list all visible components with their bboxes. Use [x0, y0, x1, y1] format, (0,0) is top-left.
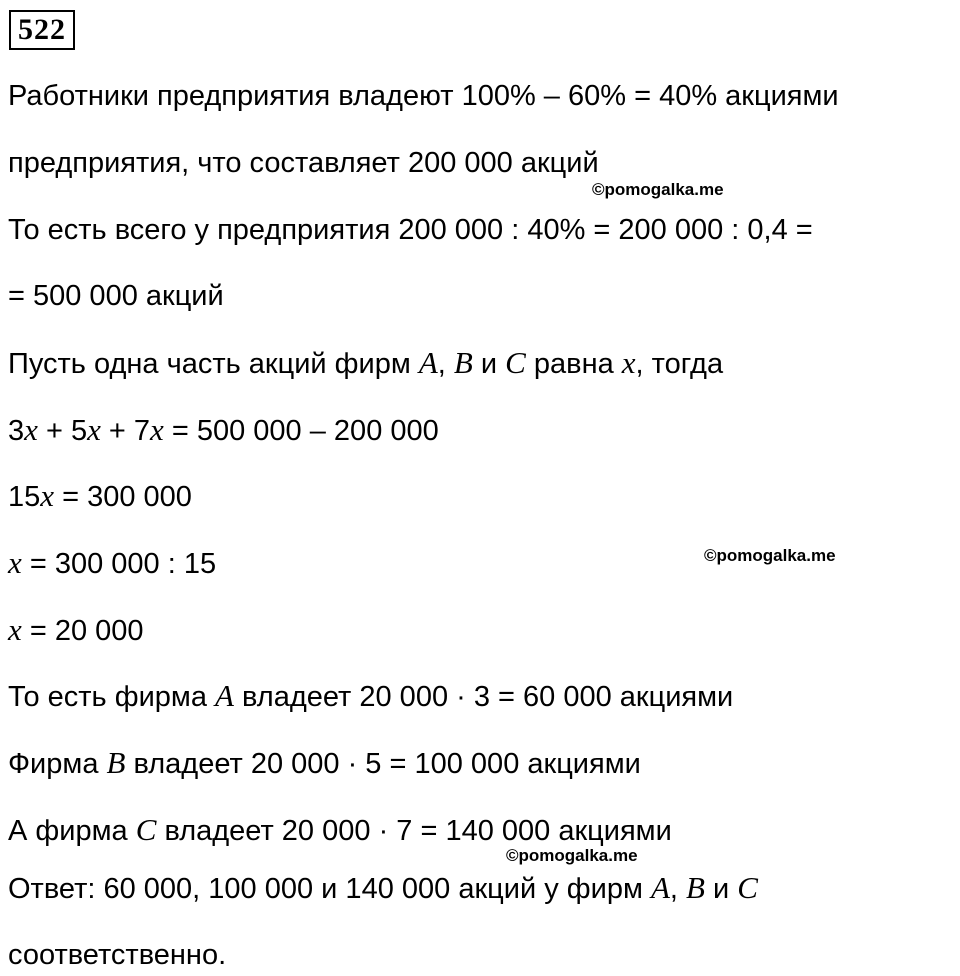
solution-line-4: = 500 000 акций	[8, 280, 224, 312]
solution-line-9: x = 20 000	[8, 612, 144, 647]
solution-line-5: Пусть одна часть акций фирм A, B и C равна x, тогда	[8, 345, 724, 380]
solution-line-1: Работники предприятия владеют 100% – 60% = 40% акциями	[8, 80, 839, 112]
solution-line-6: 3x + 5x + 7x = 500 000 – 200 000	[8, 412, 439, 447]
solution-line-2: предприятия, что составляет 200 000 акций	[8, 147, 599, 179]
answer-line: Ответ: 60 000, 100 000 и 140 000 акций у фирм A, B и C	[8, 870, 758, 905]
solution-line-3: То есть всего у предприятия 200 000 : 40% = 200 000 : 0,4 =	[8, 214, 813, 246]
solution-line-7: 15x = 300 000	[8, 478, 192, 513]
answer-line-end: соответственно.	[8, 939, 227, 971]
problem-number: 522	[9, 10, 75, 50]
watermark-2: ©pomogalka.me	[704, 546, 836, 565]
watermark-1: ©pomogalka.me	[592, 180, 724, 199]
solution-line-8: x = 300 000 : 15	[8, 545, 217, 580]
watermark-3: ©pomogalka.me	[506, 846, 638, 865]
solution-line-11: Фирма B владеет 20 000 · 5 = 100 000 акциями	[8, 745, 641, 780]
solution-line-12: А фирма C владеет 20 000 · 7 = 140 000 акциями	[8, 812, 672, 847]
solution-line-10: То есть фирма A владеет 20 000 · 3 = 60 000 акциями	[8, 678, 734, 713]
